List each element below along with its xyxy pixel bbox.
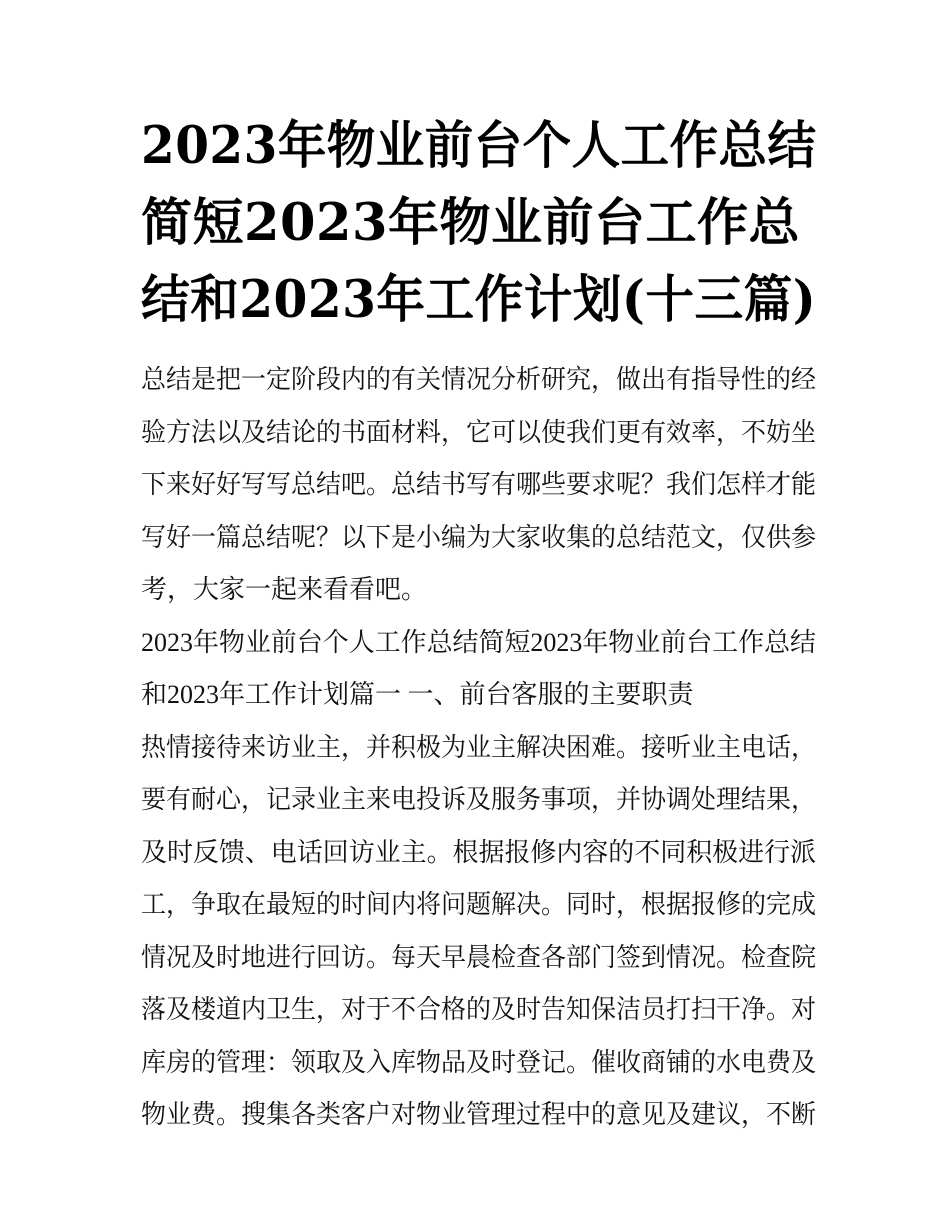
body-line: 情况及时地进行回访。每天早晨检查各部门签到情况。检查院	[141, 942, 817, 973]
body-line: 热情接待来访业主，并积极为业主解决困难。接听业主电话，	[141, 732, 817, 763]
title-line: 结和2023年工作计划(十三篇)	[141, 270, 817, 330]
body-line: 工，争取在最短的时间内将问题解决。同时，根据报修的完成	[141, 890, 817, 920]
body-line: 物业费。搜集各类客户对物业管理过程中的意见及建议，不断	[141, 1100, 817, 1130]
section-heading-line: 和2023年工作计划篇一 一、前台客服的主要职责	[141, 680, 694, 709]
title-line: 简短2023年物业前台工作总	[141, 193, 800, 253]
body-line: 考，大家一起来看看吧。	[141, 575, 428, 605]
body-line: 验方法以及结论的书面材料，它可以使我们更有效率，不妨坐	[141, 417, 817, 448]
body-line: 要有耐心，记录业主来电投诉及服务事项，并协调处理结果，	[141, 785, 817, 815]
document-title	[141, 108, 816, 339]
body-line: 写好一篇总结呢？以下是小编为大家收集的总结范文，仅供参	[141, 522, 817, 553]
body-line: 库房的管理：领取及入库物品及时登记。催收商铺的水电费及	[141, 1047, 817, 1078]
body-line: 总结是把一定阶段内的有关情况分析研究，做出有指导性的经	[141, 365, 817, 395]
title-line: 2023年物业前台个人工作总结	[141, 116, 817, 176]
body-line: 下来好好写写总结吧。总结书写有哪些要求呢？我们怎样才能	[141, 470, 817, 500]
document-body	[141, 354, 816, 1142]
section-heading-line: 2023年物业前台个人工作总结简短2023年物业前台工作总结	[141, 627, 817, 657]
body-line: 落及楼道内卫生，对于不合格的及时告知保洁员打扫干净。对	[141, 995, 817, 1025]
body-line: 及时反馈、电话回访业主。根据报修内容的不同积极进行派	[141, 837, 817, 868]
